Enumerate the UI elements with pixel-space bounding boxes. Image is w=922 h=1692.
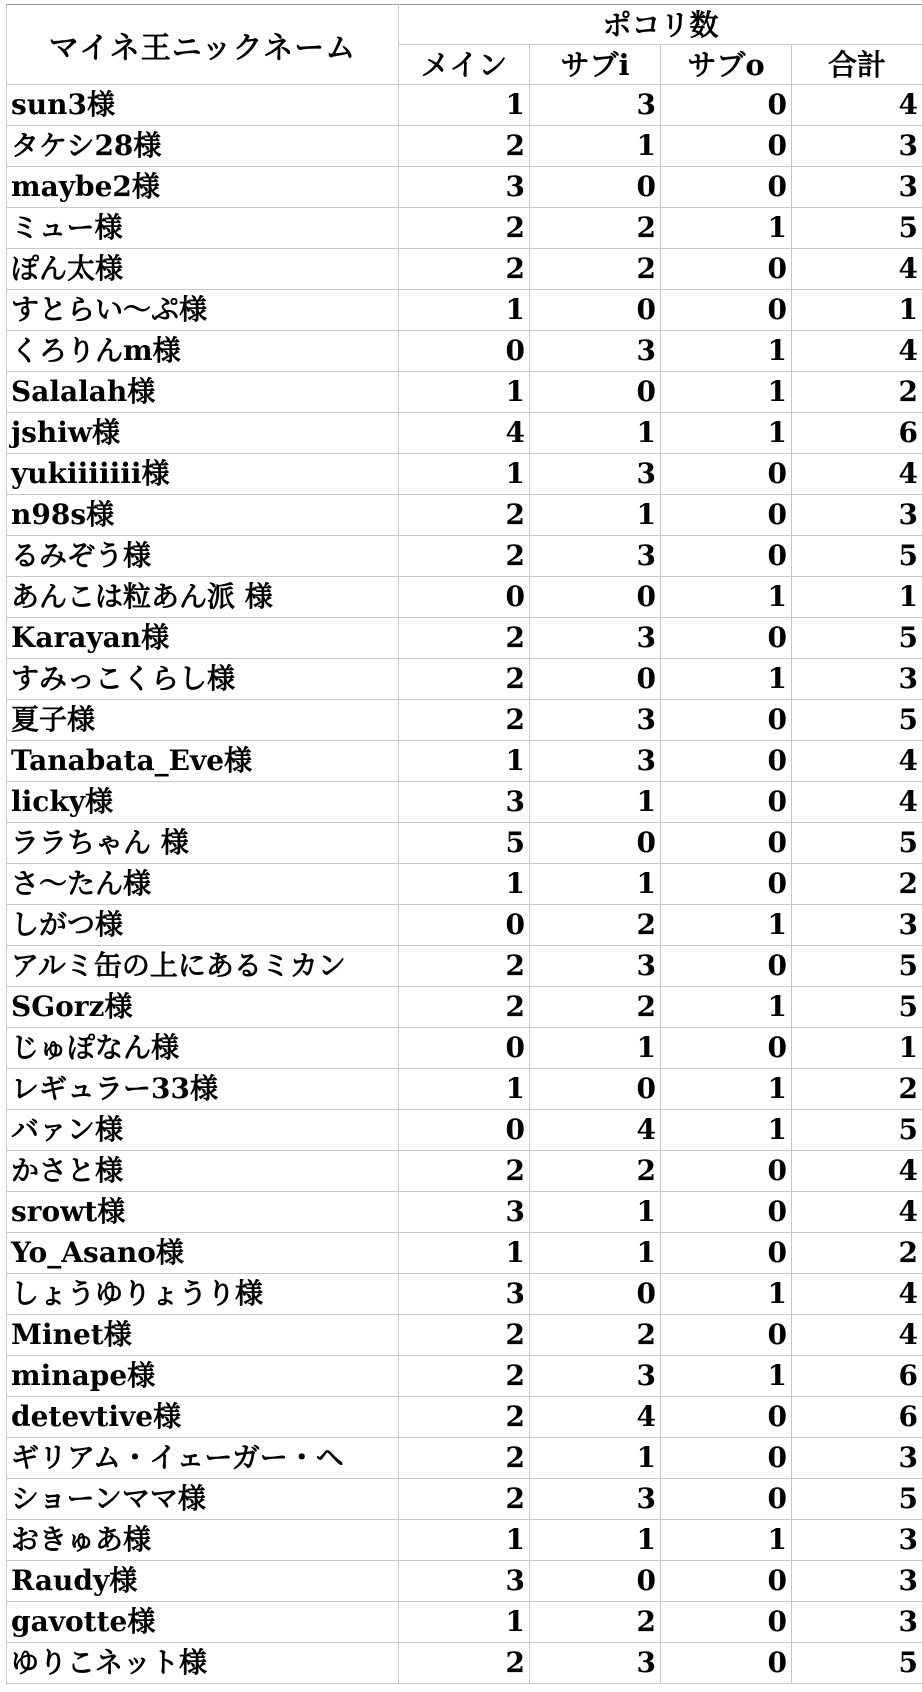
sub-o-count-cell[interactable]: 0 — [661, 1151, 792, 1192]
sub-o-count-cell[interactable]: 1 — [661, 905, 792, 946]
sub-i-count-cell[interactable]: 3 — [530, 85, 661, 126]
table-row — [7, 1561, 922, 1602]
sub-i-count-cell[interactable]: 0 — [530, 659, 661, 700]
main-count-cell[interactable]: 1 — [399, 454, 530, 495]
total-count-cell[interactable]: 3 — [792, 1438, 922, 1479]
table-row — [7, 1151, 922, 1192]
total-count-cell[interactable]: 3 — [792, 1561, 922, 1602]
sub-i-count-cell[interactable]: 3 — [530, 1356, 661, 1397]
total-count-cell[interactable]: 4 — [792, 331, 922, 372]
table-row — [7, 1233, 922, 1274]
main-count-cell[interactable]: 2 — [399, 1356, 530, 1397]
table-row — [7, 1520, 922, 1561]
main-count-cell[interactable]: 3 — [399, 1274, 530, 1315]
nickname-cell[interactable]: Salalah様 — [7, 372, 399, 413]
nickname-cell[interactable]: yukiiiiiii様 — [7, 454, 399, 495]
nickname-cell[interactable]: ギリアム・イェーガー・ヘ — [7, 1438, 399, 1479]
sub-o-count-cell[interactable]: 0 — [661, 618, 792, 659]
total-count-cell[interactable]: 4 — [792, 1274, 922, 1315]
sub-o-count-cell[interactable]: 1 — [661, 208, 792, 249]
sub-i-count-cell[interactable]: 2 — [530, 1602, 661, 1643]
total-count-cell[interactable]: 4 — [792, 1315, 922, 1356]
sub-o-count-cell[interactable]: 1 — [661, 577, 792, 618]
total-count-cell[interactable]: 4 — [792, 741, 922, 782]
table-row — [7, 85, 922, 126]
main-count-cell[interactable]: 1 — [399, 85, 530, 126]
sub-i-count-cell[interactable]: 3 — [530, 1643, 661, 1684]
nickname-cell[interactable]: さ～たん様 — [7, 864, 399, 905]
main-count-cell[interactable]: 2 — [399, 700, 530, 741]
nickname-cell[interactable]: タケシ28様 — [7, 126, 399, 167]
table-row — [7, 249, 922, 290]
sub-o-count-cell[interactable]: 1 — [661, 372, 792, 413]
table-row — [7, 1602, 922, 1643]
main-count-cell[interactable]: 2 — [399, 1397, 530, 1438]
sub-o-count-cell[interactable]: 0 — [661, 1643, 792, 1684]
nickname-cell[interactable]: jshiw様 — [7, 413, 399, 454]
sub-i-count-cell[interactable]: 0 — [530, 1561, 661, 1602]
sub-i-count-cell[interactable]: 0 — [530, 1069, 661, 1110]
table-row — [7, 741, 922, 782]
sub-i-count-cell[interactable]: 1 — [530, 1233, 661, 1274]
header-sub-o-cell[interactable]: サブo — [661, 45, 792, 85]
table-row — [7, 700, 922, 741]
sub-i-count-cell[interactable]: 2 — [530, 249, 661, 290]
total-count-cell[interactable]: 3 — [792, 659, 922, 700]
sub-i-count-cell[interactable]: 3 — [530, 1479, 661, 1520]
sub-o-count-cell[interactable]: 0 — [661, 1315, 792, 1356]
sub-o-count-cell[interactable]: 0 — [661, 864, 792, 905]
main-count-cell[interactable]: 1 — [399, 864, 530, 905]
total-count-cell[interactable]: 2 — [792, 1233, 922, 1274]
sub-o-count-cell[interactable]: 1 — [661, 659, 792, 700]
table-row — [7, 1356, 922, 1397]
nickname-cell[interactable]: minape様 — [7, 1356, 399, 1397]
sub-o-count-cell[interactable]: 0 — [661, 741, 792, 782]
table-row — [7, 126, 922, 167]
sub-i-count-cell[interactable]: 2 — [530, 1151, 661, 1192]
sub-i-count-cell[interactable]: 3 — [530, 618, 661, 659]
total-count-cell[interactable]: 5 — [792, 208, 922, 249]
sub-o-count-cell[interactable]: 0 — [661, 1479, 792, 1520]
main-count-cell[interactable]: 1 — [399, 1069, 530, 1110]
total-count-cell[interactable]: 3 — [792, 1602, 922, 1643]
total-count-cell[interactable]: 6 — [792, 413, 922, 454]
nickname-cell[interactable]: あんこは粒あん派 様 — [7, 577, 399, 618]
main-count-cell[interactable]: 0 — [399, 1110, 530, 1151]
total-count-cell[interactable]: 5 — [792, 1110, 922, 1151]
table-row — [7, 454, 922, 495]
sub-i-count-cell[interactable]: 1 — [530, 1028, 661, 1069]
nickname-cell[interactable]: しょうゆりょうり様 — [7, 1274, 399, 1315]
sub-o-count-cell[interactable]: 0 — [661, 823, 792, 864]
total-count-cell[interactable]: 4 — [792, 1192, 922, 1233]
total-count-cell[interactable]: 1 — [792, 577, 922, 618]
total-count-cell[interactable]: 5 — [792, 987, 922, 1028]
nickname-cell[interactable]: すみっこくらし様 — [7, 659, 399, 700]
main-count-cell[interactable]: 0 — [399, 905, 530, 946]
total-count-cell[interactable]: 5 — [792, 1479, 922, 1520]
sub-o-count-cell[interactable]: 0 — [661, 536, 792, 577]
table-row — [7, 413, 922, 454]
nickname-cell[interactable]: ゆりこネット様 — [7, 1643, 399, 1684]
total-count-cell[interactable]: 4 — [792, 1151, 922, 1192]
sub-i-count-cell[interactable]: 3 — [530, 741, 661, 782]
total-count-cell[interactable]: 3 — [792, 167, 922, 208]
nickname-cell[interactable]: srowt様 — [7, 1192, 399, 1233]
table-row — [7, 1643, 922, 1684]
sub-o-count-cell[interactable]: 0 — [661, 85, 792, 126]
sub-i-count-cell[interactable]: 1 — [530, 413, 661, 454]
total-count-cell[interactable]: 5 — [792, 700, 922, 741]
nickname-cell[interactable]: るみぞう様 — [7, 536, 399, 577]
main-count-cell[interactable]: 3 — [399, 167, 530, 208]
total-count-cell[interactable]: 3 — [792, 905, 922, 946]
main-count-cell[interactable]: 1 — [399, 1233, 530, 1274]
sub-i-count-cell[interactable]: 3 — [530, 700, 661, 741]
table-row — [7, 1069, 922, 1110]
main-count-cell[interactable]: 2 — [399, 249, 530, 290]
table-row — [7, 1274, 922, 1315]
total-count-cell[interactable]: 5 — [792, 618, 922, 659]
sub-i-count-cell[interactable]: 3 — [530, 946, 661, 987]
total-count-cell[interactable]: 5 — [792, 823, 922, 864]
table-row — [7, 864, 922, 905]
main-count-cell[interactable]: 2 — [399, 536, 530, 577]
total-count-cell[interactable]: 3 — [792, 495, 922, 536]
sub-o-count-cell[interactable]: 0 — [661, 290, 792, 331]
total-count-cell[interactable]: 2 — [792, 1069, 922, 1110]
main-count-cell[interactable]: 2 — [399, 987, 530, 1028]
sub-o-count-cell[interactable]: 0 — [661, 1602, 792, 1643]
sub-o-count-cell[interactable]: 0 — [661, 454, 792, 495]
main-count-cell[interactable]: 2 — [399, 1315, 530, 1356]
main-count-cell[interactable]: 2 — [399, 618, 530, 659]
total-count-cell[interactable]: 6 — [792, 1397, 922, 1438]
header-main-cell[interactable]: メイン — [399, 45, 530, 85]
sub-o-count-cell[interactable]: 0 — [661, 167, 792, 208]
table-row — [7, 618, 922, 659]
sub-i-count-cell[interactable]: 3 — [530, 331, 661, 372]
main-count-cell[interactable]: 0 — [399, 577, 530, 618]
table-row — [7, 1479, 922, 1520]
sub-i-count-cell[interactable]: 2 — [530, 1315, 661, 1356]
main-count-cell[interactable]: 3 — [399, 782, 530, 823]
sub-o-count-cell[interactable]: 0 — [661, 1397, 792, 1438]
main-count-cell[interactable]: 1 — [399, 741, 530, 782]
nickname-cell[interactable]: ミュー様 — [7, 208, 399, 249]
sub-o-count-cell[interactable]: 0 — [661, 782, 792, 823]
nickname-cell[interactable]: じゅぽなん様 — [7, 1028, 399, 1069]
nickname-cell[interactable]: gavotte様 — [7, 1602, 399, 1643]
sub-o-count-cell[interactable]: 0 — [661, 1438, 792, 1479]
nickname-cell[interactable]: レギュラー33様 — [7, 1069, 399, 1110]
table-row — [7, 1315, 922, 1356]
total-count-cell[interactable]: 2 — [792, 864, 922, 905]
spreadsheet-table — [6, 4, 922, 1684]
table-row — [7, 1028, 922, 1069]
sub-o-count-cell[interactable]: 0 — [661, 249, 792, 290]
nickname-cell[interactable]: licky様 — [7, 782, 399, 823]
table-row — [7, 167, 922, 208]
total-count-cell[interactable]: 3 — [792, 126, 922, 167]
nickname-cell[interactable]: 夏子様 — [7, 700, 399, 741]
sub-o-count-cell[interactable]: 0 — [661, 1192, 792, 1233]
nickname-cell[interactable]: Minet様 — [7, 1315, 399, 1356]
table-row — [7, 208, 922, 249]
nickname-cell[interactable]: ぽん太様 — [7, 249, 399, 290]
nickname-cell[interactable]: アルミ缶の上にあるミカン — [7, 946, 399, 987]
main-count-cell[interactable]: 2 — [399, 1151, 530, 1192]
total-count-cell[interactable]: 4 — [792, 85, 922, 126]
nickname-cell[interactable]: Raudy様 — [7, 1561, 399, 1602]
sub-o-count-cell[interactable]: 1 — [661, 1356, 792, 1397]
main-count-cell[interactable]: 2 — [399, 126, 530, 167]
sub-i-count-cell[interactable]: 0 — [530, 577, 661, 618]
sub-i-count-cell[interactable]: 3 — [530, 454, 661, 495]
main-count-cell[interactable]: 0 — [399, 1028, 530, 1069]
main-count-cell[interactable]: 5 — [399, 823, 530, 864]
sub-i-count-cell[interactable]: 0 — [530, 823, 661, 864]
sub-i-count-cell[interactable]: 0 — [530, 290, 661, 331]
nickname-cell[interactable]: detevtive様 — [7, 1397, 399, 1438]
nickname-cell[interactable]: ショーンママ様 — [7, 1479, 399, 1520]
sub-o-count-cell[interactable]: 0 — [661, 700, 792, 741]
table-row — [7, 536, 922, 577]
sub-o-count-cell[interactable]: 1 — [661, 1274, 792, 1315]
main-count-cell[interactable]: 3 — [399, 1192, 530, 1233]
header-sub-i-cell[interactable]: サブi — [530, 45, 661, 85]
total-count-cell[interactable]: 4 — [792, 249, 922, 290]
table-row — [7, 782, 922, 823]
main-count-cell[interactable]: 1 — [399, 1602, 530, 1643]
sub-i-count-cell[interactable]: 1 — [530, 864, 661, 905]
sub-i-count-cell[interactable]: 2 — [530, 905, 661, 946]
table-row — [7, 1192, 922, 1233]
nickname-cell[interactable]: SGorz様 — [7, 987, 399, 1028]
header-nickname-cell[interactable]: マイネ王ニックネーム — [7, 5, 399, 85]
main-count-cell[interactable]: 2 — [399, 1643, 530, 1684]
nickname-cell[interactable]: しがつ様 — [7, 905, 399, 946]
header-total-cell[interactable]: 合計 — [792, 45, 922, 85]
table-body — [7, 85, 922, 1684]
sub-o-count-cell[interactable]: 0 — [661, 1561, 792, 1602]
sub-o-count-cell[interactable]: 0 — [661, 946, 792, 987]
sub-o-count-cell[interactable]: 0 — [661, 495, 792, 536]
sub-i-count-cell[interactable]: 0 — [530, 167, 661, 208]
nickname-cell[interactable]: バァン様 — [7, 1110, 399, 1151]
sub-i-count-cell[interactable]: 4 — [530, 1397, 661, 1438]
nickname-cell[interactable]: Karayan様 — [7, 618, 399, 659]
table-row — [7, 905, 922, 946]
sub-i-count-cell[interactable]: 3 — [530, 536, 661, 577]
table-row — [7, 1397, 922, 1438]
sub-o-count-cell[interactable]: 1 — [661, 1110, 792, 1151]
table-row — [7, 1438, 922, 1479]
sub-i-count-cell[interactable]: 0 — [530, 372, 661, 413]
total-count-cell[interactable]: 2 — [792, 372, 922, 413]
sub-o-count-cell[interactable]: 0 — [661, 1028, 792, 1069]
sub-i-count-cell[interactable]: 1 — [530, 1438, 661, 1479]
nickname-cell[interactable]: くろりんm様 — [7, 331, 399, 372]
main-count-cell[interactable]: 4 — [399, 413, 530, 454]
table-row — [7, 495, 922, 536]
total-count-cell[interactable]: 1 — [792, 290, 922, 331]
total-count-cell[interactable]: 6 — [792, 1356, 922, 1397]
sub-o-count-cell[interactable]: 1 — [661, 1069, 792, 1110]
sub-o-count-cell[interactable]: 0 — [661, 1233, 792, 1274]
main-count-cell[interactable]: 1 — [399, 372, 530, 413]
nickname-cell[interactable]: Yo_Asano様 — [7, 1233, 399, 1274]
sub-o-count-cell[interactable]: 1 — [661, 987, 792, 1028]
main-count-cell[interactable]: 2 — [399, 1479, 530, 1520]
main-count-cell[interactable]: 2 — [399, 946, 530, 987]
header-pokori-count-cell[interactable]: ポコリ数 — [399, 5, 922, 45]
nickname-cell[interactable]: かさと様 — [7, 1151, 399, 1192]
total-count-cell[interactable]: 3 — [792, 1520, 922, 1561]
total-count-cell[interactable]: 5 — [792, 536, 922, 577]
sub-o-count-cell[interactable]: 1 — [661, 1520, 792, 1561]
total-count-cell[interactable]: 4 — [792, 782, 922, 823]
main-count-cell[interactable]: 2 — [399, 208, 530, 249]
total-count-cell[interactable]: 5 — [792, 946, 922, 987]
nickname-cell[interactable]: すとらい～ぷ様 — [7, 290, 399, 331]
main-count-cell[interactable]: 2 — [399, 495, 530, 536]
sub-i-count-cell[interactable]: 1 — [530, 782, 661, 823]
main-count-cell[interactable]: 2 — [399, 1438, 530, 1479]
total-count-cell[interactable]: 1 — [792, 1028, 922, 1069]
main-count-cell[interactable]: 1 — [399, 1520, 530, 1561]
main-count-cell[interactable]: 3 — [399, 1561, 530, 1602]
table-row — [7, 1110, 922, 1151]
sub-o-count-cell[interactable]: 1 — [661, 331, 792, 372]
table-row — [7, 946, 922, 987]
main-count-cell[interactable]: 0 — [399, 331, 530, 372]
sub-o-count-cell[interactable]: 1 — [661, 413, 792, 454]
total-count-cell[interactable]: 4 — [792, 454, 922, 495]
table-row — [7, 577, 922, 618]
sub-i-count-cell[interactable]: 2 — [530, 987, 661, 1028]
sub-i-count-cell[interactable]: 1 — [530, 495, 661, 536]
main-count-cell[interactable]: 2 — [399, 659, 530, 700]
table-row — [7, 659, 922, 700]
nickname-cell[interactable]: Tanabata_Eve様 — [7, 741, 399, 782]
nickname-cell[interactable]: maybe2様 — [7, 167, 399, 208]
header-row-top — [7, 5, 922, 45]
sub-i-count-cell[interactable]: 1 — [530, 1192, 661, 1233]
total-count-cell[interactable]: 5 — [792, 1643, 922, 1684]
nickname-cell[interactable]: sun3様 — [7, 85, 399, 126]
nickname-cell[interactable]: おきゅあ様 — [7, 1520, 399, 1561]
table-row — [7, 987, 922, 1028]
sub-i-count-cell[interactable]: 1 — [530, 1520, 661, 1561]
main-count-cell[interactable]: 1 — [399, 290, 530, 331]
sub-o-count-cell[interactable]: 0 — [661, 126, 792, 167]
sub-i-count-cell[interactable]: 4 — [530, 1110, 661, 1151]
nickname-cell[interactable]: n98s様 — [7, 495, 399, 536]
table-row — [7, 331, 922, 372]
table-row — [7, 290, 922, 331]
sub-i-count-cell[interactable]: 2 — [530, 208, 661, 249]
sub-i-count-cell[interactable]: 1 — [530, 126, 661, 167]
table-row — [7, 372, 922, 413]
nickname-cell[interactable]: ララちゃん 様 — [7, 823, 399, 864]
sub-i-count-cell[interactable]: 0 — [530, 1274, 661, 1315]
table-row — [7, 823, 922, 864]
